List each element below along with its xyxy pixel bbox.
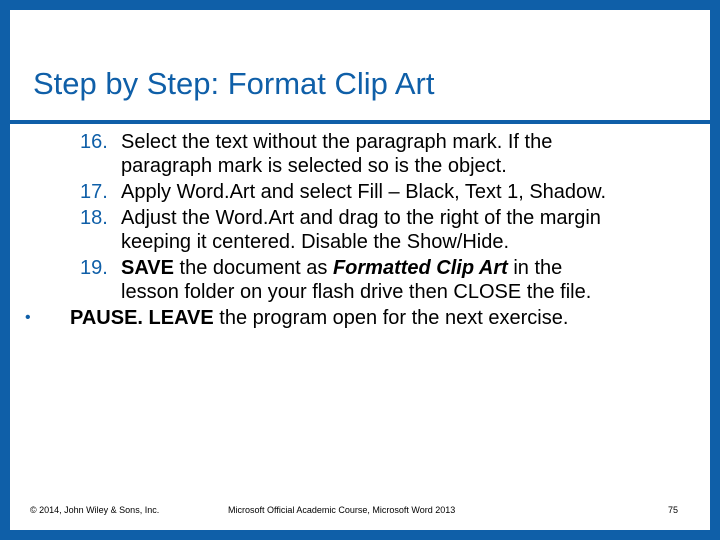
page-number: 75: [667, 505, 678, 515]
step-17: [80, 180, 710, 204]
step-16: [80, 130, 710, 178]
step-number: 18.: [80, 207, 108, 229]
step-text: Adjust the Word.Art and drag to the right of the margin: [121, 207, 601, 229]
save-keyword: SAVE: [121, 257, 174, 279]
step-number: 17.: [80, 181, 108, 203]
slide: [10, 10, 710, 530]
step-text-continuation: paragraph mark is selected so is the object.: [121, 155, 507, 177]
step-text: [121, 257, 562, 279]
slide-body: [10, 130, 710, 330]
slide-title: Step by Step: Format Clip Art: [33, 66, 435, 101]
step-text-continuation: keeping it centered. Disable the Show/Hide.: [121, 231, 510, 253]
footer-course: Microsoft Official Academic Course, Microsoft Word 2013: [228, 505, 456, 515]
step-18: [80, 206, 710, 254]
step-text-part: in the: [507, 257, 563, 279]
slide-footer: [10, 505, 710, 521]
step-text: Apply Word.Art and select Fill – Black, Text 1, Shadow.: [121, 181, 607, 203]
bullet-icon: •: [25, 309, 31, 326]
file-name: Formatted Clip Art: [332, 257, 508, 279]
bullet-text: the program open for the next exercise.: [213, 307, 569, 329]
footer-copyright: © 2014, John Wiley & Sons, Inc.: [30, 505, 160, 515]
step-text-part: the document as: [173, 257, 333, 279]
step-number: 19.: [80, 257, 108, 279]
title-divider: [10, 120, 710, 124]
step-19: [80, 256, 710, 304]
step-text: Select the text without the paragraph mark. If the: [121, 131, 553, 153]
step-text-continuation: lesson folder on your flash drive then CLOSE the file.: [121, 281, 592, 303]
step-number: 16.: [80, 131, 108, 153]
bullet-item: [25, 306, 710, 330]
pause-keyword: PAUSE. LEAVE: [70, 307, 214, 329]
